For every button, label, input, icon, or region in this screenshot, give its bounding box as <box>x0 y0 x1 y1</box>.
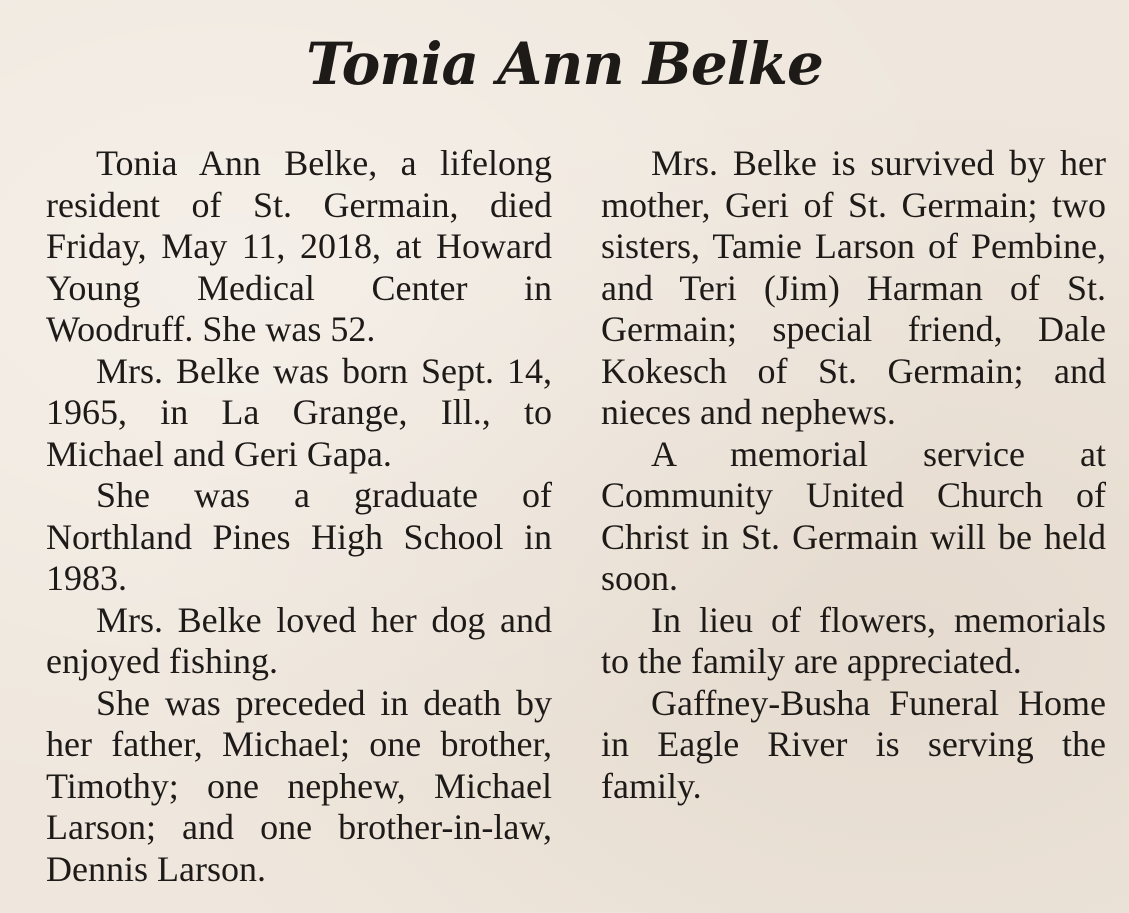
paragraph: A memorial service at Community United Church of Christ in St. Germain will be held soon. <box>601 433 1106 598</box>
obituary-headline: Tonia Ann Belke <box>306 30 823 98</box>
paragraph: In lieu of flowers, memorials to the family are appreciated. <box>601 599 1106 681</box>
paragraph: Gaffney-Busha Funeral Home in Eagle River is serving the family. <box>601 682 1106 806</box>
obituary-column-right <box>601 143 1106 807</box>
paragraph: Mrs. Belke was born Sept. 14, 1965, in La Grange, Ill., to Michael and Geri Gapa. <box>46 350 552 474</box>
paragraph: She was preceded in death by her father, Michael; one brother, Timothy; one nephew, Michael Larson; and one brother-in-law, Dennis Larson. <box>46 682 552 889</box>
obituary-column-left <box>46 143 552 890</box>
paragraph: Tonia Ann Belke, a lifelong resident of St. Germain, died Friday, May 11, 2018, at Howard Young Medical Center in Woodruff. She was 52. <box>46 143 552 349</box>
paragraph: Mrs. Belke is survived by her mother, Geri of St. Germain; two sisters, Tamie Larson of Pembine, and Teri (Jim) Harman of St. Germain; special friend, Dale Kokesch of St. Germain; and nieces and nephews. <box>601 143 1106 432</box>
paragraph: She was a graduate of Northland Pines High School in 1983. <box>46 475 552 598</box>
paragraph: Mrs. Belke loved her dog and enjoyed fishing. <box>46 599 552 681</box>
